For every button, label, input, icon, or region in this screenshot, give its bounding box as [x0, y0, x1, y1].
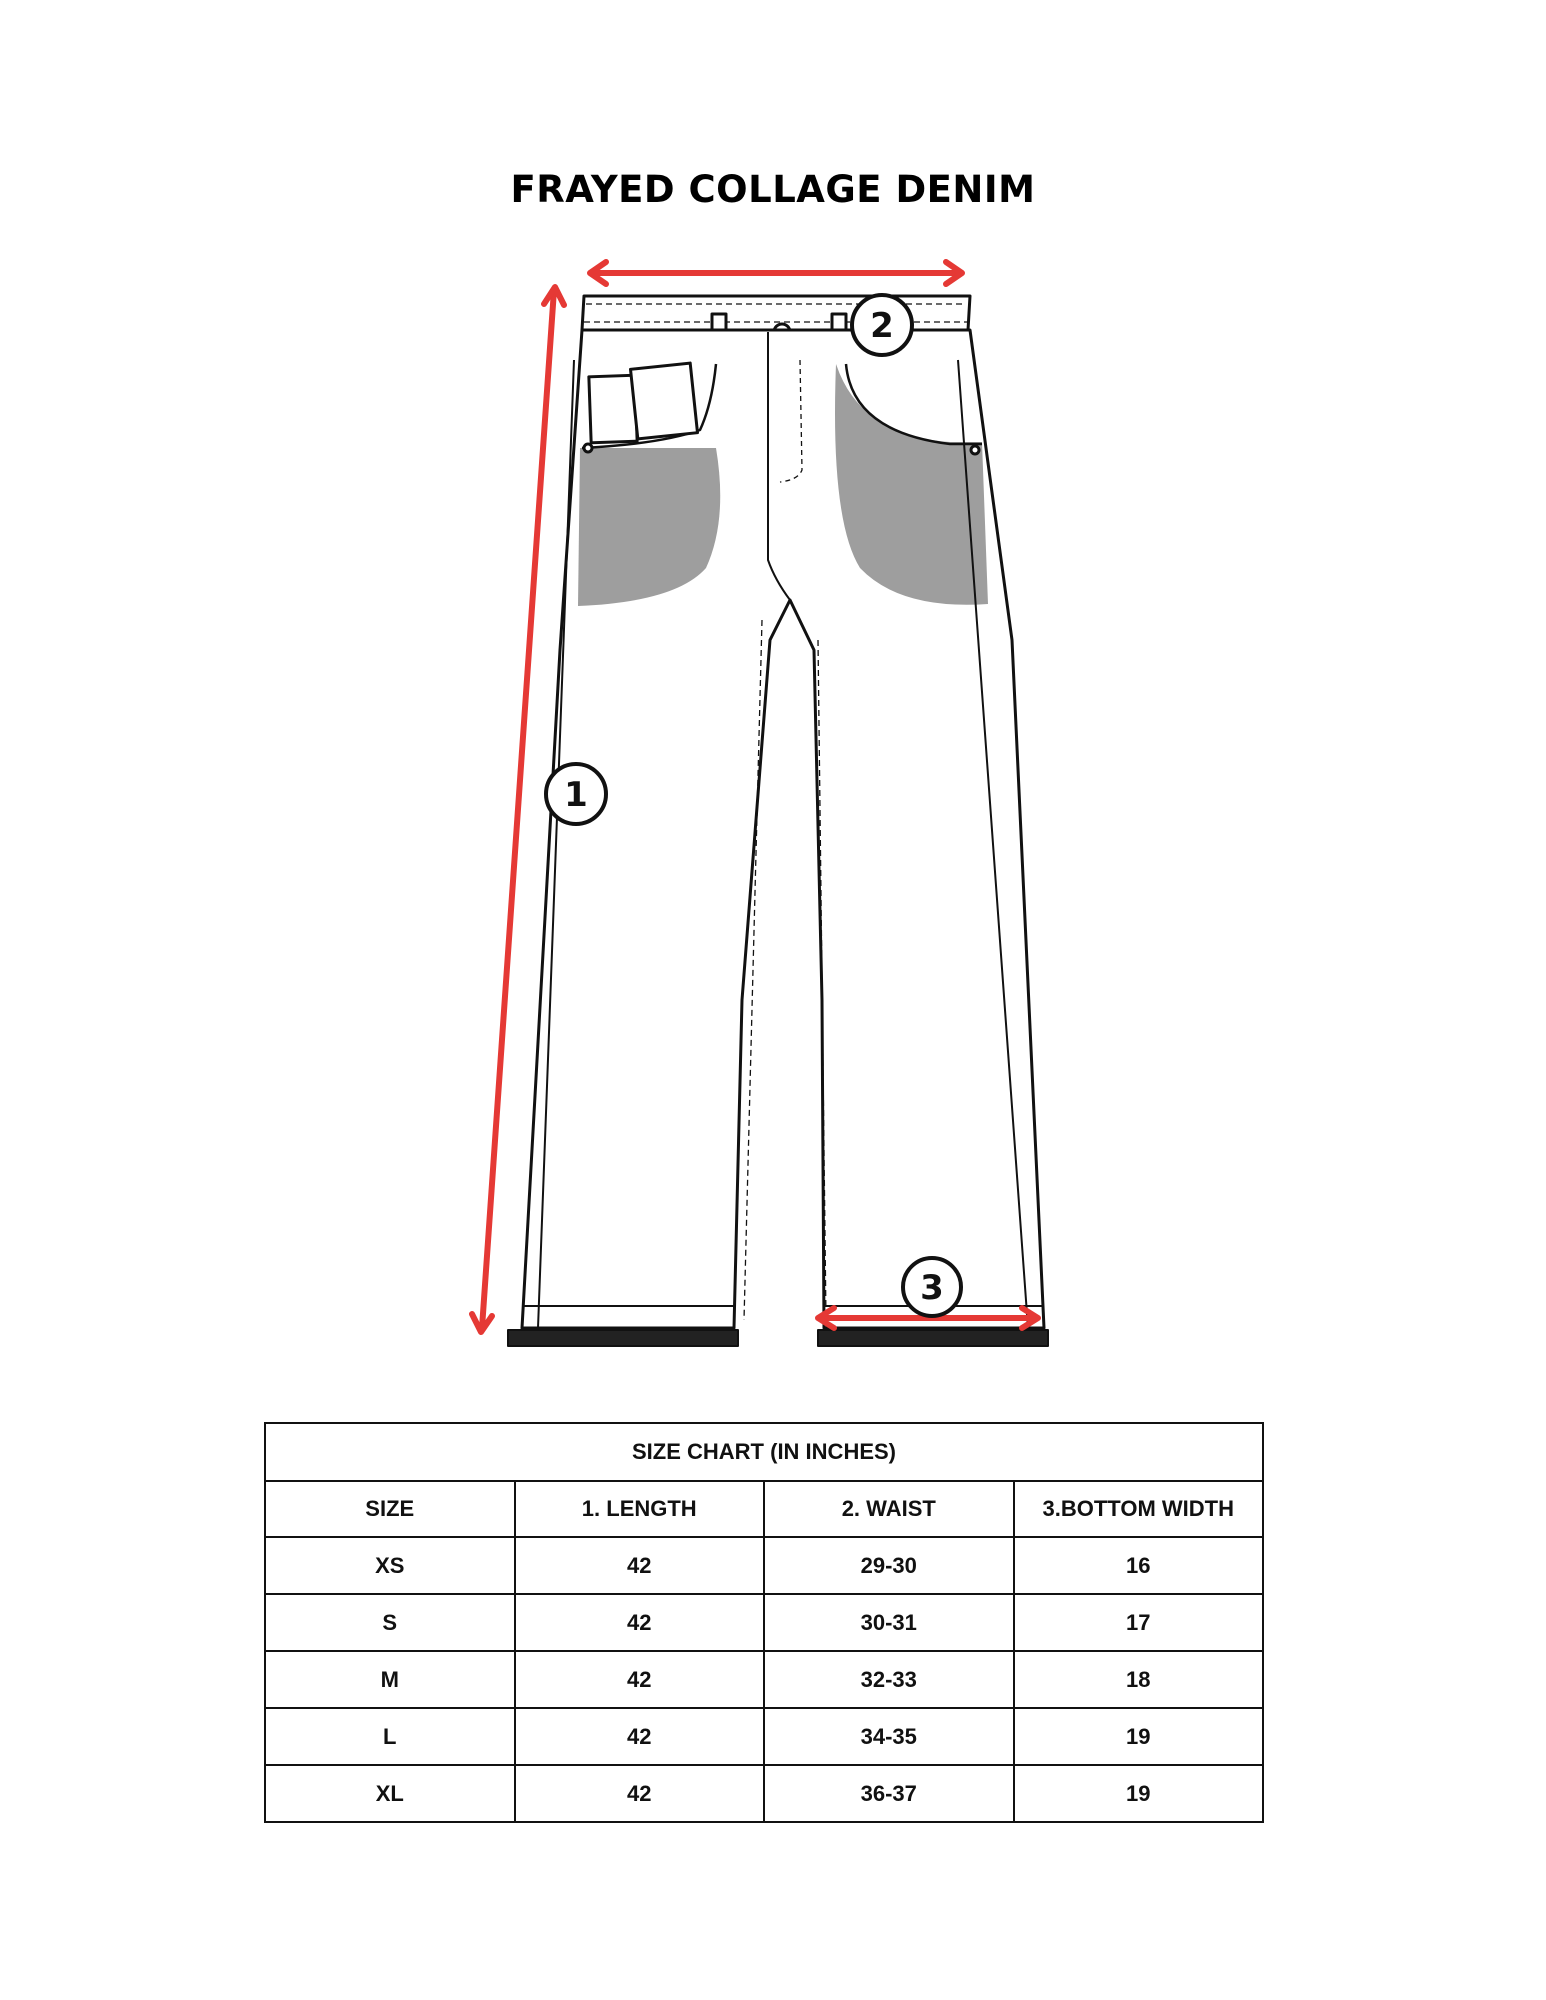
- waist-cell: 36-37: [764, 1765, 1014, 1822]
- length-cell: 42: [515, 1765, 765, 1822]
- waist-cell: 30-31: [764, 1594, 1014, 1651]
- size-cell: S: [265, 1594, 515, 1651]
- waist-cell: 34-35: [764, 1708, 1014, 1765]
- bottom-width-cell: 16: [1014, 1537, 1264, 1594]
- size-chart-caption: SIZE CHART (IN INCHES): [265, 1423, 1263, 1481]
- table-row: [265, 1537, 1263, 1594]
- column-header-size: SIZE: [265, 1481, 515, 1537]
- size-chart-table: [264, 1422, 1264, 1823]
- size-cell: XS: [265, 1537, 515, 1594]
- table-row: [265, 1765, 1263, 1822]
- bottom-width-cell: 17: [1014, 1594, 1264, 1651]
- column-header-length: 1. LENGTH: [515, 1481, 765, 1537]
- length-cell: 42: [515, 1708, 765, 1765]
- left-frayed-hem: [508, 1330, 738, 1346]
- marker-1-label: 1: [564, 775, 588, 815]
- marker-2-label: 2: [870, 306, 894, 346]
- size-cell: L: [265, 1708, 515, 1765]
- column-header-bottom-width: 3.BOTTOM WIDTH: [1014, 1481, 1264, 1537]
- bottom-width-cell: 19: [1014, 1765, 1264, 1822]
- length-cell: 42: [515, 1594, 765, 1651]
- length-cell: 42: [515, 1651, 765, 1708]
- waist-cell: 32-33: [764, 1651, 1014, 1708]
- coin-pocket: [589, 375, 637, 443]
- table-row: [265, 1594, 1263, 1651]
- length-cell: 42: [515, 1537, 765, 1594]
- table-row: [265, 1651, 1263, 1708]
- right-frayed-hem: [818, 1330, 1048, 1346]
- waist-cell: 29-30: [764, 1537, 1014, 1594]
- column-header-waist: 2. WAIST: [764, 1481, 1014, 1537]
- size-cell: XL: [265, 1765, 515, 1822]
- table-row: [265, 1708, 1263, 1765]
- page-title: FRAYED COLLAGE DENIM: [510, 168, 1036, 211]
- bottom-width-cell: 19: [1014, 1708, 1264, 1765]
- patch-pocket: [631, 363, 698, 439]
- marker-3-label: 3: [920, 1268, 944, 1308]
- bottom-width-cell: 18: [1014, 1651, 1264, 1708]
- size-cell: M: [265, 1651, 515, 1708]
